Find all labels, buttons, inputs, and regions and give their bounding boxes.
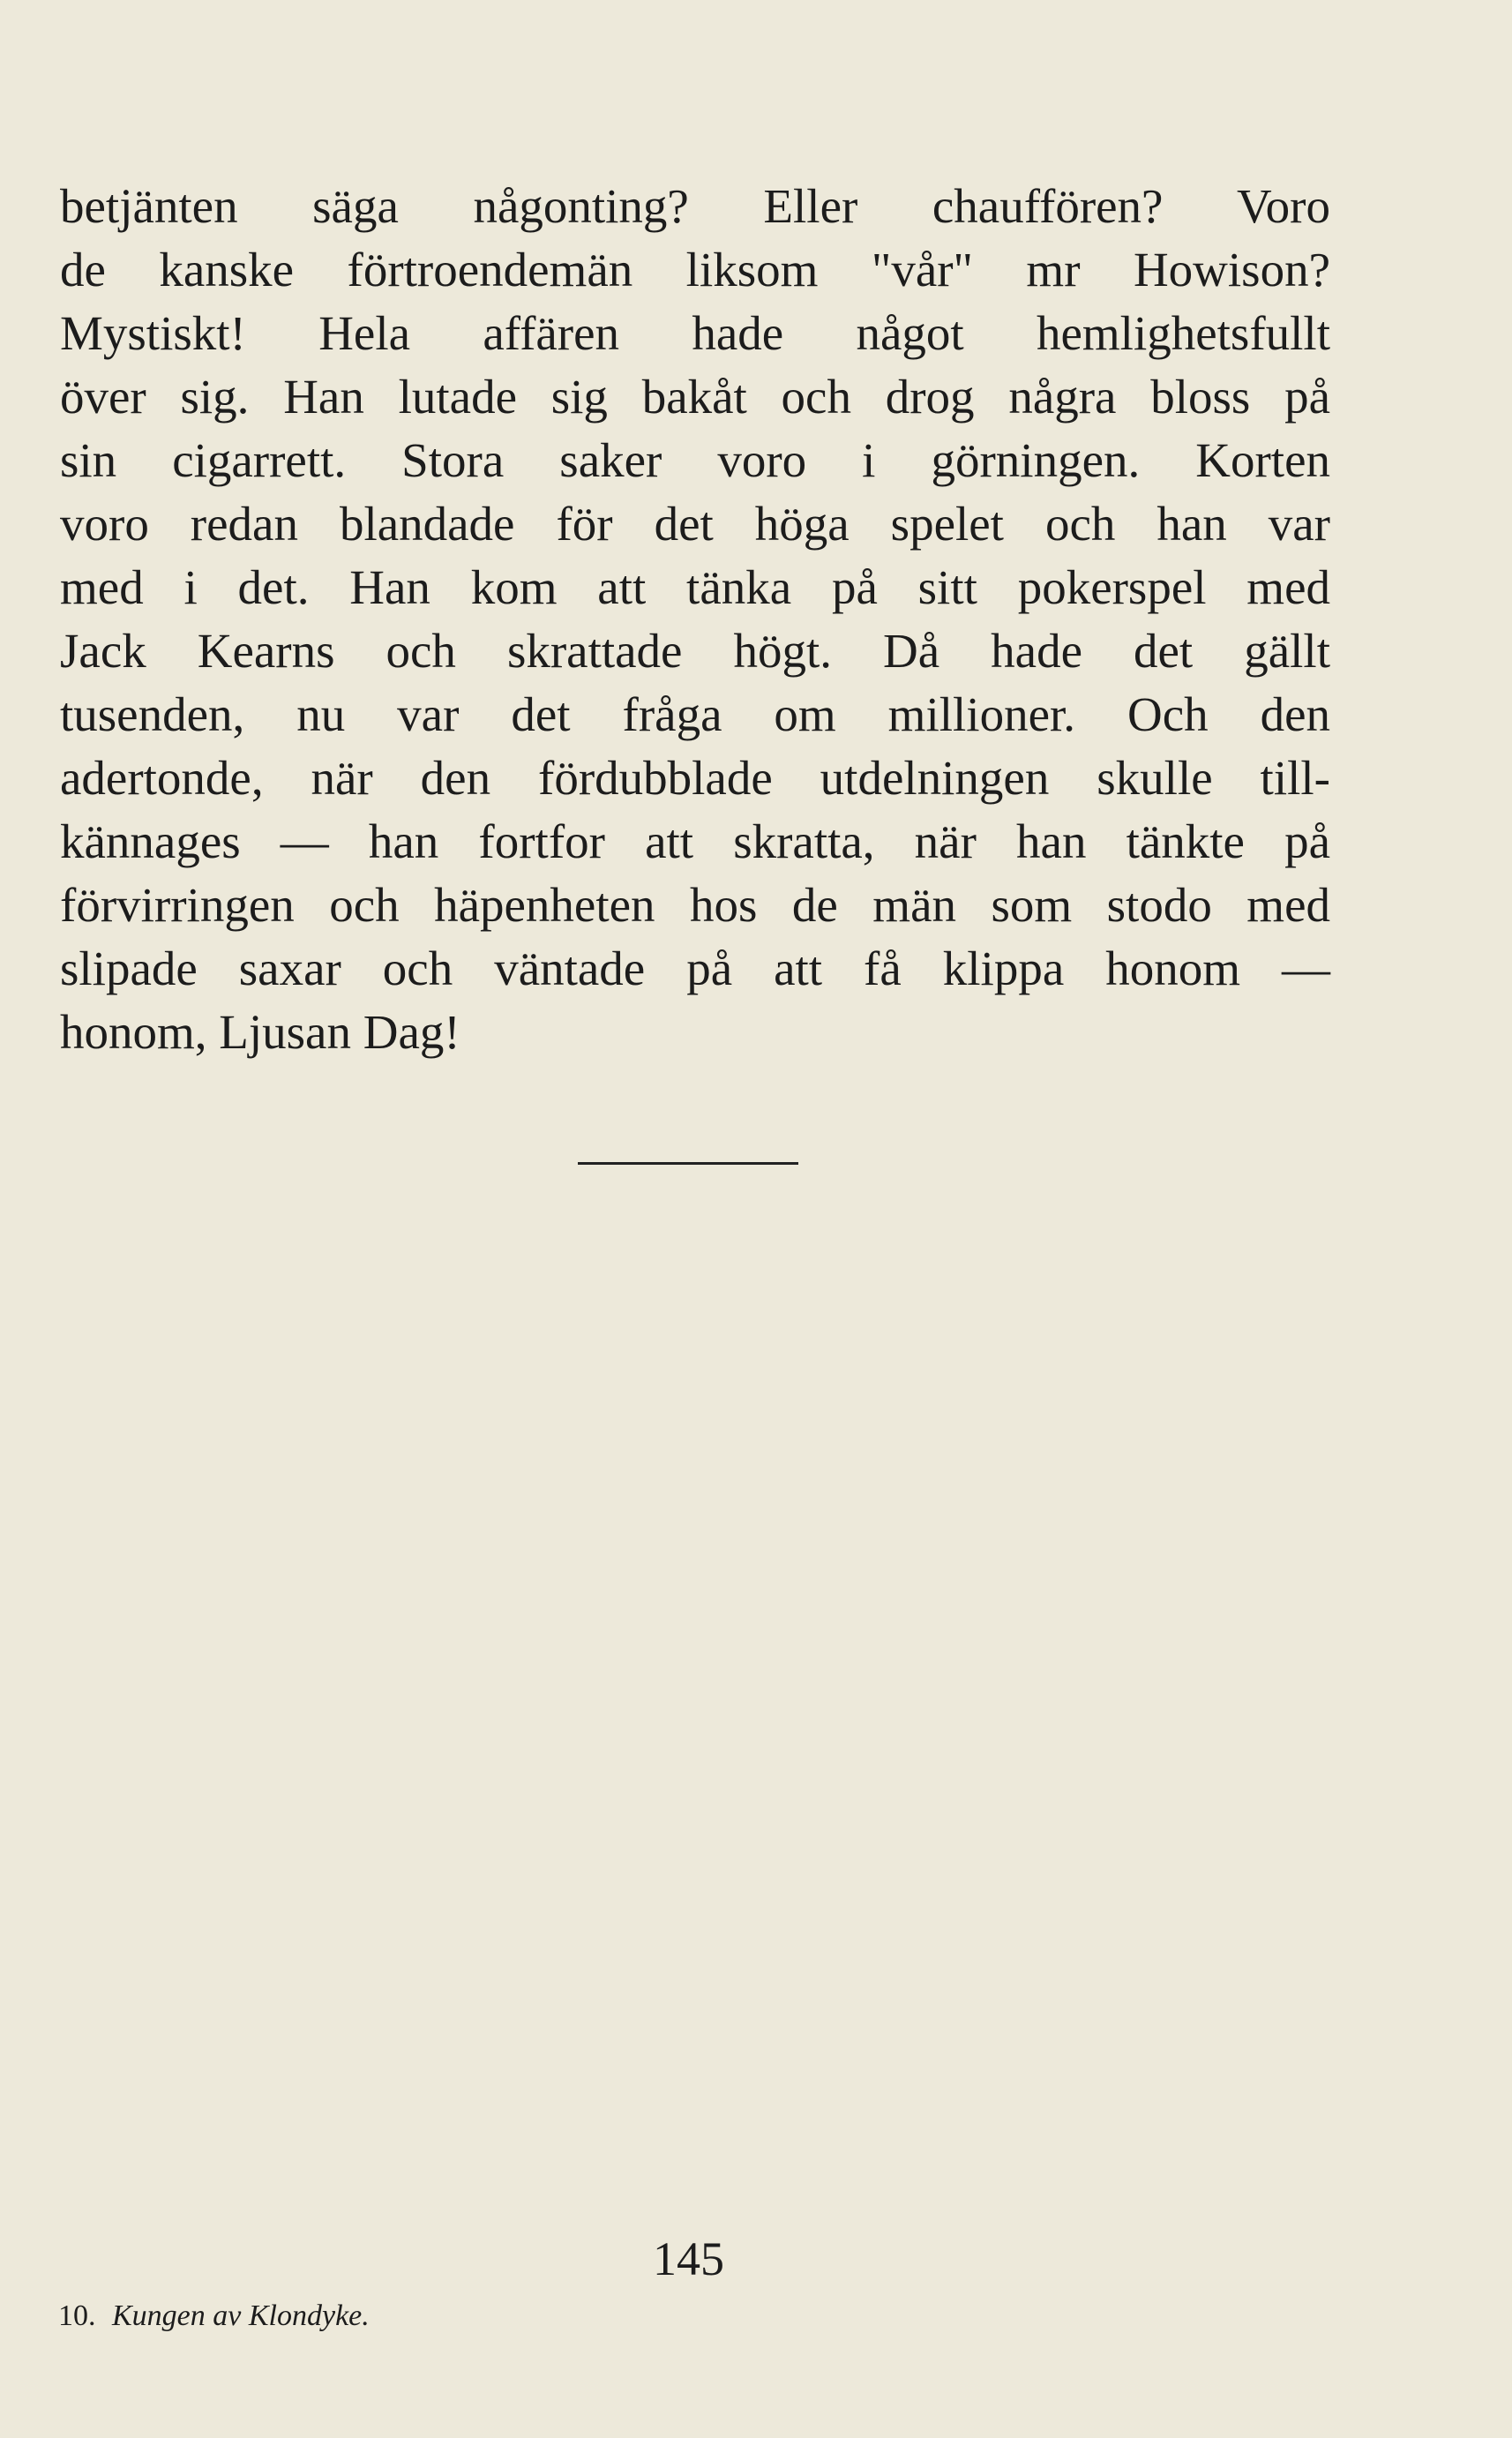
text-line: honom, Ljusan Dag! [60,1005,460,1059]
text-line: över sig. Han lutade sig bakåt och drog några bloss på [60,370,1330,424]
text-line: betjänten säga någonting? Eller chauffören? Voro [60,179,1330,233]
text-line: de kanske förtroendemän liksom "vår" mr Howison? [60,243,1330,296]
text-line: tusenden, nu var det fråga om millioner. Och den [60,687,1330,741]
text-line: kännages — han fortfor att skratta, när han tänkte på [60,814,1330,868]
signature-number: 10. [58,2299,96,2332]
page-number: 145 [653,2232,724,2285]
text-line: med i det. Han kom att tänka på sitt pokerspel med [60,560,1330,614]
signature-mark [58,2297,370,2336]
text-line: Jack Kearns och skrattade högt. Då hade det gällt [60,624,1330,678]
text-line: slipade saxar och väntade på att få klippa honom — [60,941,1330,995]
text-line: Mystiskt! Hela affären hade något hemlighetsfullt [60,306,1330,360]
text-line: förvirringen och häpenheten hos de män som stodo med [60,878,1330,932]
signature-title: Kungen av Klondyke. [112,2299,370,2332]
text-line: adertonde, när den fördubblade utdelningen skulle till- [60,751,1330,805]
body-text [60,175,1330,1064]
text-line: voro redan blandade för det höga spelet och han var [60,497,1330,551]
text-line: sin cigarrett. Stora saker voro i görningen. Korten [60,433,1330,487]
section-divider [578,1162,798,1165]
